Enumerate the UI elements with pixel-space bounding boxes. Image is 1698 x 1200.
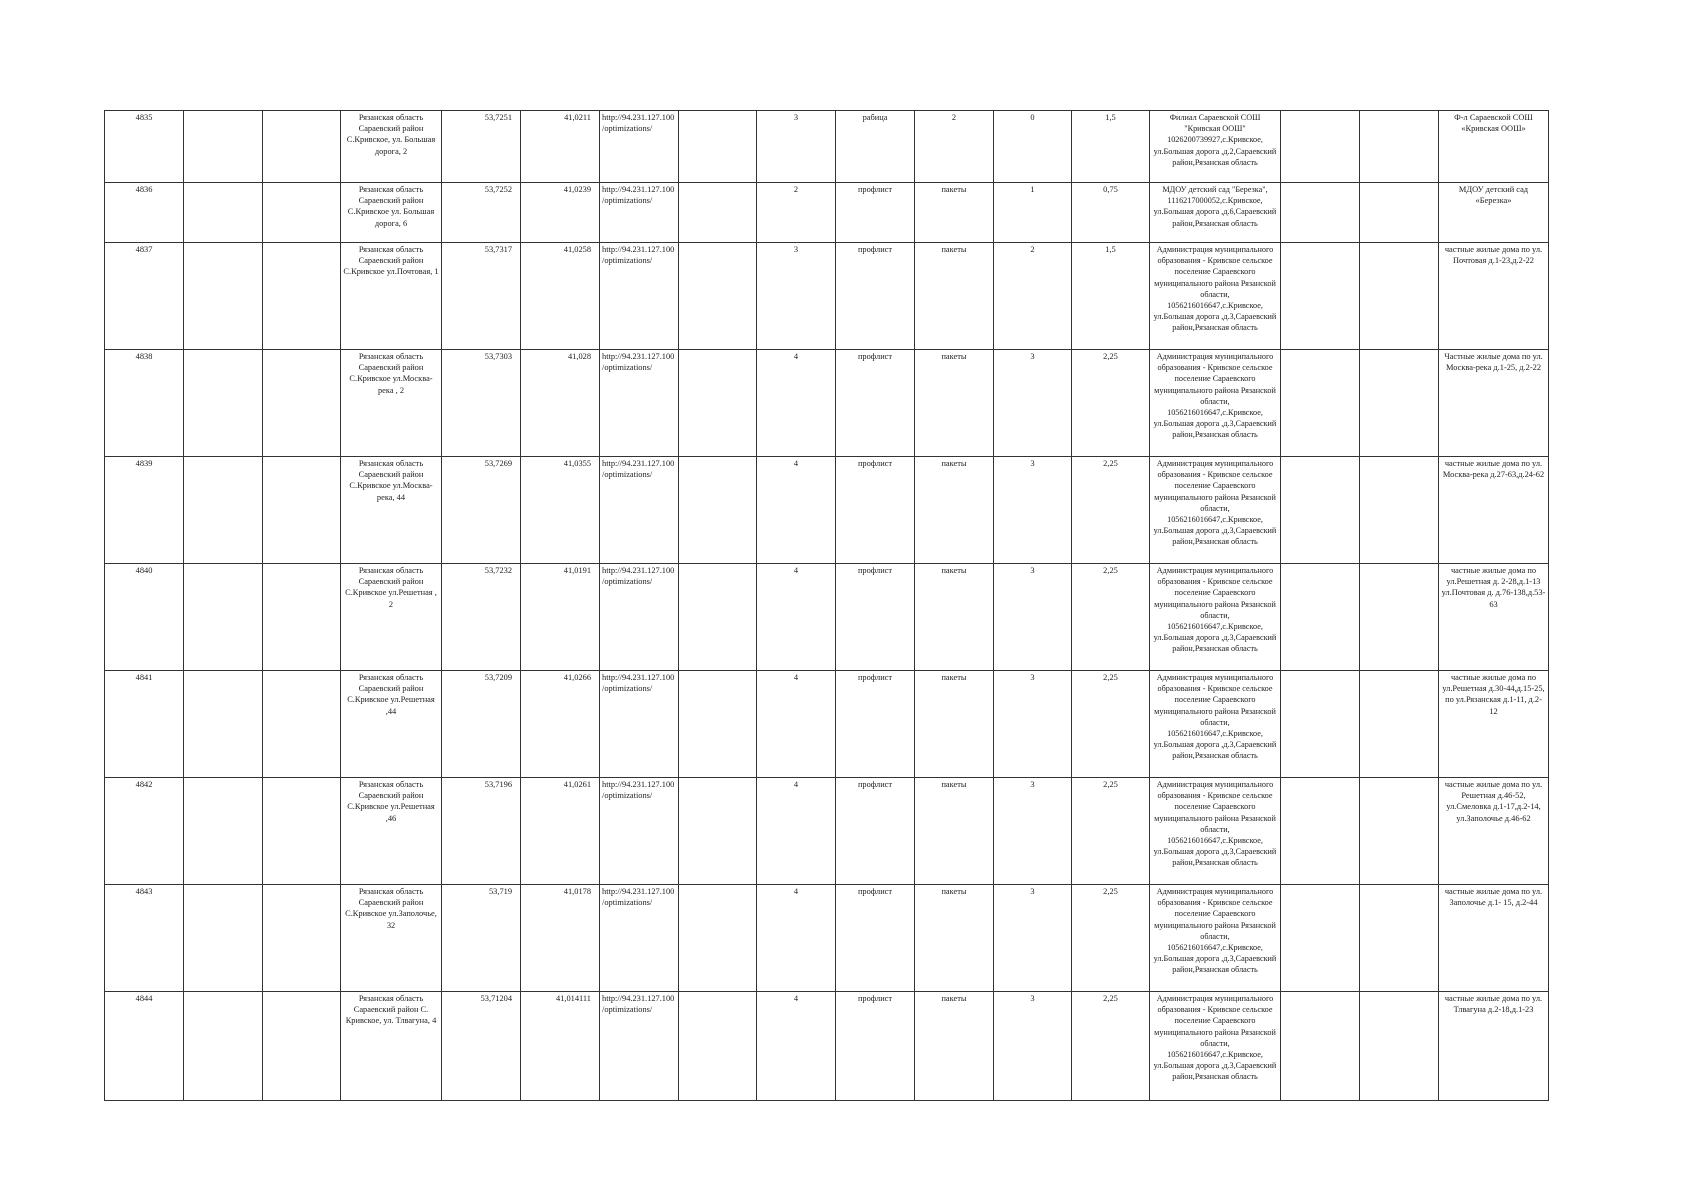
cell-cover: профлист xyxy=(836,992,915,1101)
cell-cover: профлист xyxy=(836,778,915,885)
cell-count: 3 xyxy=(994,350,1072,457)
cell-count: 3 xyxy=(994,564,1072,671)
cell-longitude: 41,0261 xyxy=(521,778,600,885)
cell-waste-source: частные жилые дома по ул. Тлвагуна д.2-18,д.1-23 xyxy=(1439,992,1549,1101)
cell-waste-source: частные жилые дома по ул.Решетная д.30-44,д.15-25, по ул.Рязанская д.1-11, д.2-12 xyxy=(1439,671,1549,778)
cell-id: 4835 xyxy=(105,111,184,183)
cell-empty xyxy=(1281,778,1360,885)
cell-empty xyxy=(1360,457,1439,564)
cell-containers: 4 xyxy=(757,564,836,671)
cell-address: Рязанская область Сараевский район С.Кривское, ул. Большая дорога, 2 xyxy=(341,111,442,183)
cell-address: Рязанская область Сараевский район С.Кривское ул.Заполочье, 32 xyxy=(341,885,442,992)
cell-empty xyxy=(679,885,757,992)
cell-id: 4836 xyxy=(105,183,184,243)
cell-empty xyxy=(263,778,341,885)
cell-empty xyxy=(1360,778,1439,885)
data-table xyxy=(104,110,1549,1101)
cell-longitude: 41,0355 xyxy=(521,457,600,564)
cell-waste-source: частные жилые дома по ул. Почтовая д.1-23,д.2-22 xyxy=(1439,243,1549,350)
cell-volume: 2,25 xyxy=(1072,992,1150,1101)
cell-empty xyxy=(1281,111,1360,183)
cell-count: 1 xyxy=(994,183,1072,243)
cell-count: 3 xyxy=(994,778,1072,885)
cell-organization: Администрация муниципального образования - Кривское сельское поселение Сараевского муниципального района Рязанской области, 1056216016647,с.Кривское, ул.Большая дорога ,д.3,Сараевский район,Рязанская область xyxy=(1150,778,1281,885)
cell-cover-type: пакеты xyxy=(915,778,994,885)
cell-empty xyxy=(184,183,263,243)
cell-cover: профлист xyxy=(836,885,915,992)
cell-id: 4842 xyxy=(105,778,184,885)
cell-url: http://94.231.127.100/optimizations/ xyxy=(600,111,679,183)
cell-empty xyxy=(263,457,341,564)
cell-cover: профлист xyxy=(836,350,915,457)
cell-empty xyxy=(263,243,341,350)
table-row xyxy=(105,564,1549,671)
cell-volume: 1,5 xyxy=(1072,111,1150,183)
cell-empty xyxy=(679,350,757,457)
cell-empty xyxy=(679,564,757,671)
cell-empty xyxy=(1281,350,1360,457)
cell-latitude: 53,7303 xyxy=(442,350,521,457)
cell-empty xyxy=(679,243,757,350)
cell-empty xyxy=(1360,671,1439,778)
cell-empty xyxy=(679,992,757,1101)
cell-empty xyxy=(1360,111,1439,183)
cell-empty xyxy=(184,564,263,671)
cell-cover-type: пакеты xyxy=(915,564,994,671)
cell-address: Рязанская область Сараевский район С. Кривское, ул. Тлвагуна, 4 xyxy=(341,992,442,1101)
cell-cover-type: пакеты xyxy=(915,350,994,457)
cell-containers: 3 xyxy=(757,243,836,350)
cell-empty xyxy=(184,885,263,992)
cell-longitude: 41,0211 xyxy=(521,111,600,183)
cell-waste-source: частные жилые дома по ул. Решетная д.46-52, ул.Смеловка д.1-17,д.2-14, ул.Заполочье д.46-62 xyxy=(1439,778,1549,885)
cell-count: 2 xyxy=(994,243,1072,350)
cell-organization: Администрация муниципального образования - Кривское сельское поселение Сараевского муниципального района Рязанской области, 1056216016647,с.Кривское, ул.Большая дорога ,д.3,Сараевский район,Рязанская область xyxy=(1150,457,1281,564)
cell-waste-source: Ф-л Сараевской СОШ «Кривская ООШ» xyxy=(1439,111,1549,183)
cell-address: Рязанская область Сараевский район С.Кривское ул. Большая дорога, 6 xyxy=(341,183,442,243)
cell-cover-type: пакеты xyxy=(915,243,994,350)
cell-latitude: 53,7317 xyxy=(442,243,521,350)
table-row xyxy=(105,778,1549,885)
table-row xyxy=(105,243,1549,350)
cell-volume: 2,25 xyxy=(1072,671,1150,778)
cell-url: http://94.231.127.100/optimizations/ xyxy=(600,243,679,350)
cell-cover: профлист xyxy=(836,243,915,350)
cell-address: Рязанская область Сараевский район С.Кривское ул.Решетная , 2 xyxy=(341,564,442,671)
table-row xyxy=(105,111,1549,183)
cell-id: 4839 xyxy=(105,457,184,564)
cell-url: http://94.231.127.100/optimizations/ xyxy=(600,183,679,243)
cell-latitude: 53,7209 xyxy=(442,671,521,778)
cell-id: 4838 xyxy=(105,350,184,457)
cell-url: http://94.231.127.100/optimizations/ xyxy=(600,457,679,564)
cell-url: http://94.231.127.100/optimizations/ xyxy=(600,885,679,992)
cell-longitude: 41,0258 xyxy=(521,243,600,350)
cell-volume: 2,25 xyxy=(1072,885,1150,992)
cell-count: 3 xyxy=(994,992,1072,1101)
cell-volume: 2,25 xyxy=(1072,778,1150,885)
cell-latitude: 53,7232 xyxy=(442,564,521,671)
cell-waste-source: частные жилые дома по ул. Заполочье д.1- 15, д.2-44 xyxy=(1439,885,1549,992)
cell-empty xyxy=(679,778,757,885)
table-row xyxy=(105,992,1549,1101)
cell-empty xyxy=(1360,885,1439,992)
cell-empty xyxy=(184,457,263,564)
cell-containers: 4 xyxy=(757,671,836,778)
cell-id: 4841 xyxy=(105,671,184,778)
table-body xyxy=(105,111,1549,1101)
cell-url: http://94.231.127.100/optimizations/ xyxy=(600,671,679,778)
table-row xyxy=(105,671,1549,778)
cell-waste-source: частные жилые дома по ул.Решетная д. 2-28,д.1-13 ул.Почтовая д. д.76-138,д.53-63 xyxy=(1439,564,1549,671)
cell-empty xyxy=(1281,992,1360,1101)
cell-address: Рязанская область Сараевский район С.Кривское ул.Москва-река , 2 xyxy=(341,350,442,457)
cell-empty xyxy=(1281,243,1360,350)
cell-containers: 2 xyxy=(757,183,836,243)
cell-empty xyxy=(1281,564,1360,671)
cell-cover-type: пакеты xyxy=(915,992,994,1101)
cell-latitude: 53,71204 xyxy=(442,992,521,1101)
cell-empty xyxy=(263,350,341,457)
cell-cover-type: 2 xyxy=(915,111,994,183)
cell-url: http://94.231.127.100/optimizations/ xyxy=(600,992,679,1101)
cell-waste-source: Частные жилые дома по ул. Москва-река д.1-25, д.2-22 xyxy=(1439,350,1549,457)
cell-empty xyxy=(1281,885,1360,992)
cell-empty xyxy=(263,992,341,1101)
cell-empty xyxy=(184,992,263,1101)
cell-empty xyxy=(1360,992,1439,1101)
cell-waste-source: МДОУ детский сад «Березка» xyxy=(1439,183,1549,243)
cell-cover: профлист xyxy=(836,671,915,778)
cell-organization: Администрация муниципального образования - Кривское сельское поселение Сараевского муниципального района Рязанской области, 1056216016647,с.Кривское, ул.Большая дорога ,д.3,Сараевский район,Рязанская область xyxy=(1150,350,1281,457)
cell-address: Рязанская область Сараевский район С.Кривское ул.Решетная ,44 xyxy=(341,671,442,778)
cell-empty xyxy=(679,111,757,183)
cell-empty xyxy=(1360,350,1439,457)
cell-longitude: 41,0191 xyxy=(521,564,600,671)
cell-longitude: 41,0266 xyxy=(521,671,600,778)
cell-empty xyxy=(263,564,341,671)
cell-organization: Администрация муниципального образования - Кривское сельское поселение Сараевского муниципального района Рязанской области, 1056216016647,с.Кривское, ул.Большая дорога ,д.3,Сараевский район,Рязанская область xyxy=(1150,243,1281,350)
cell-organization: Администрация муниципального образования - Кривское сельское поселение Сараевского муниципального района Рязанской области, 1056216016647,с.Кривское, ул.Большая дорога ,д.3,Сараевский район,Рязанская область xyxy=(1150,671,1281,778)
cell-empty xyxy=(263,183,341,243)
cell-id: 4837 xyxy=(105,243,184,350)
cell-longitude: 41,0239 xyxy=(521,183,600,243)
cell-address: Рязанская область Сараевский район С.Кривское ул.Решетная ,46 xyxy=(341,778,442,885)
cell-latitude: 53,7196 xyxy=(442,778,521,885)
cell-cover: профлист xyxy=(836,564,915,671)
cell-containers: 4 xyxy=(757,350,836,457)
cell-empty xyxy=(1281,671,1360,778)
cell-latitude: 53,7269 xyxy=(442,457,521,564)
cell-volume: 2,25 xyxy=(1072,350,1150,457)
cell-url: http://94.231.127.100/optimizations/ xyxy=(600,778,679,885)
cell-empty xyxy=(1360,243,1439,350)
cell-latitude: 53,719 xyxy=(442,885,521,992)
cell-organization: Администрация муниципального образования - Кривское сельское поселение Сараевского муниципального района Рязанской области, 1056216016647,с.Кривское, ул.Большая дорога ,д.3,Сараевский район,Рязанская область xyxy=(1150,992,1281,1101)
cell-empty xyxy=(184,111,263,183)
cell-volume: 1,5 xyxy=(1072,243,1150,350)
cell-volume: 2,25 xyxy=(1072,457,1150,564)
cell-empty xyxy=(1281,183,1360,243)
cell-empty xyxy=(263,885,341,992)
cell-empty xyxy=(263,671,341,778)
cell-containers: 4 xyxy=(757,457,836,564)
cell-count: 3 xyxy=(994,671,1072,778)
cell-url: http://94.231.127.100/optimizations/ xyxy=(600,350,679,457)
cell-organization: МДОУ детский сад "Березка", 1116217000052,с.Кривское, ул.Большая дорога ,д.6,Сараевский район,Рязанская область xyxy=(1150,183,1281,243)
cell-longitude: 41,028 xyxy=(521,350,600,457)
cell-empty xyxy=(679,183,757,243)
cell-cover-type: пакеты xyxy=(915,183,994,243)
cell-empty xyxy=(184,778,263,885)
cell-volume: 2,25 xyxy=(1072,564,1150,671)
cell-waste-source: частные жилые дома по ул. Москва-река д.27-63,д.24-62 xyxy=(1439,457,1549,564)
cell-count: 3 xyxy=(994,885,1072,992)
cell-empty xyxy=(184,350,263,457)
cell-count: 3 xyxy=(994,457,1072,564)
cell-empty xyxy=(679,457,757,564)
cell-empty xyxy=(1360,564,1439,671)
cell-containers: 4 xyxy=(757,885,836,992)
cell-empty xyxy=(184,671,263,778)
table-row xyxy=(105,183,1549,243)
cell-url: http://94.231.127.100/optimizations/ xyxy=(600,564,679,671)
cell-id: 4840 xyxy=(105,564,184,671)
cell-longitude: 41,014111 xyxy=(521,992,600,1101)
cell-containers: 3 xyxy=(757,111,836,183)
cell-organization: Администрация муниципального образования - Кривское сельское поселение Сараевского муниципального района Рязанской области, 1056216016647,с.Кривское, ул.Большая дорога ,д.3,Сараевский район,Рязанская область xyxy=(1150,564,1281,671)
cell-volume: 0,75 xyxy=(1072,183,1150,243)
cell-id: 4844 xyxy=(105,992,184,1101)
cell-organization: Администрация муниципального образования - Кривское сельское поселение Сараевского муниципального района Рязанской области, 1056216016647,с.Кривское, ул.Большая дорога ,д.3,Сараевский район,Рязанская область xyxy=(1150,885,1281,992)
cell-longitude: 41,0178 xyxy=(521,885,600,992)
cell-cover-type: пакеты xyxy=(915,671,994,778)
table-row xyxy=(105,885,1549,992)
cell-id: 4843 xyxy=(105,885,184,992)
cell-cover-type: пакеты xyxy=(915,885,994,992)
table-row xyxy=(105,350,1549,457)
cell-cover: профлист xyxy=(836,183,915,243)
cell-count: 0 xyxy=(994,111,1072,183)
table-row xyxy=(105,457,1549,564)
cell-containers: 4 xyxy=(757,992,836,1101)
cell-cover: профлист xyxy=(836,457,915,564)
cell-empty xyxy=(1360,183,1439,243)
cell-containers: 4 xyxy=(757,778,836,885)
cell-latitude: 53,7251 xyxy=(442,111,521,183)
cell-latitude: 53,7252 xyxy=(442,183,521,243)
cell-address: Рязанская область Сараевский район С.Кривское ул.Москва-река, 44 xyxy=(341,457,442,564)
cell-empty xyxy=(1281,457,1360,564)
cell-empty xyxy=(679,671,757,778)
cell-cover-type: пакеты xyxy=(915,457,994,564)
cell-empty xyxy=(184,243,263,350)
cell-organization: Филиал Сараевской СОШ "Кривская ООШ" 1026200739927,с.Кривское, ул.Большая дорога ,д.2,Сараевский район,Рязанская область xyxy=(1150,111,1281,183)
cell-empty xyxy=(263,111,341,183)
cell-address: Рязанская область Сараевский район С.Кривское ул.Почтовая, 1 xyxy=(341,243,442,350)
cell-cover: рабица xyxy=(836,111,915,183)
